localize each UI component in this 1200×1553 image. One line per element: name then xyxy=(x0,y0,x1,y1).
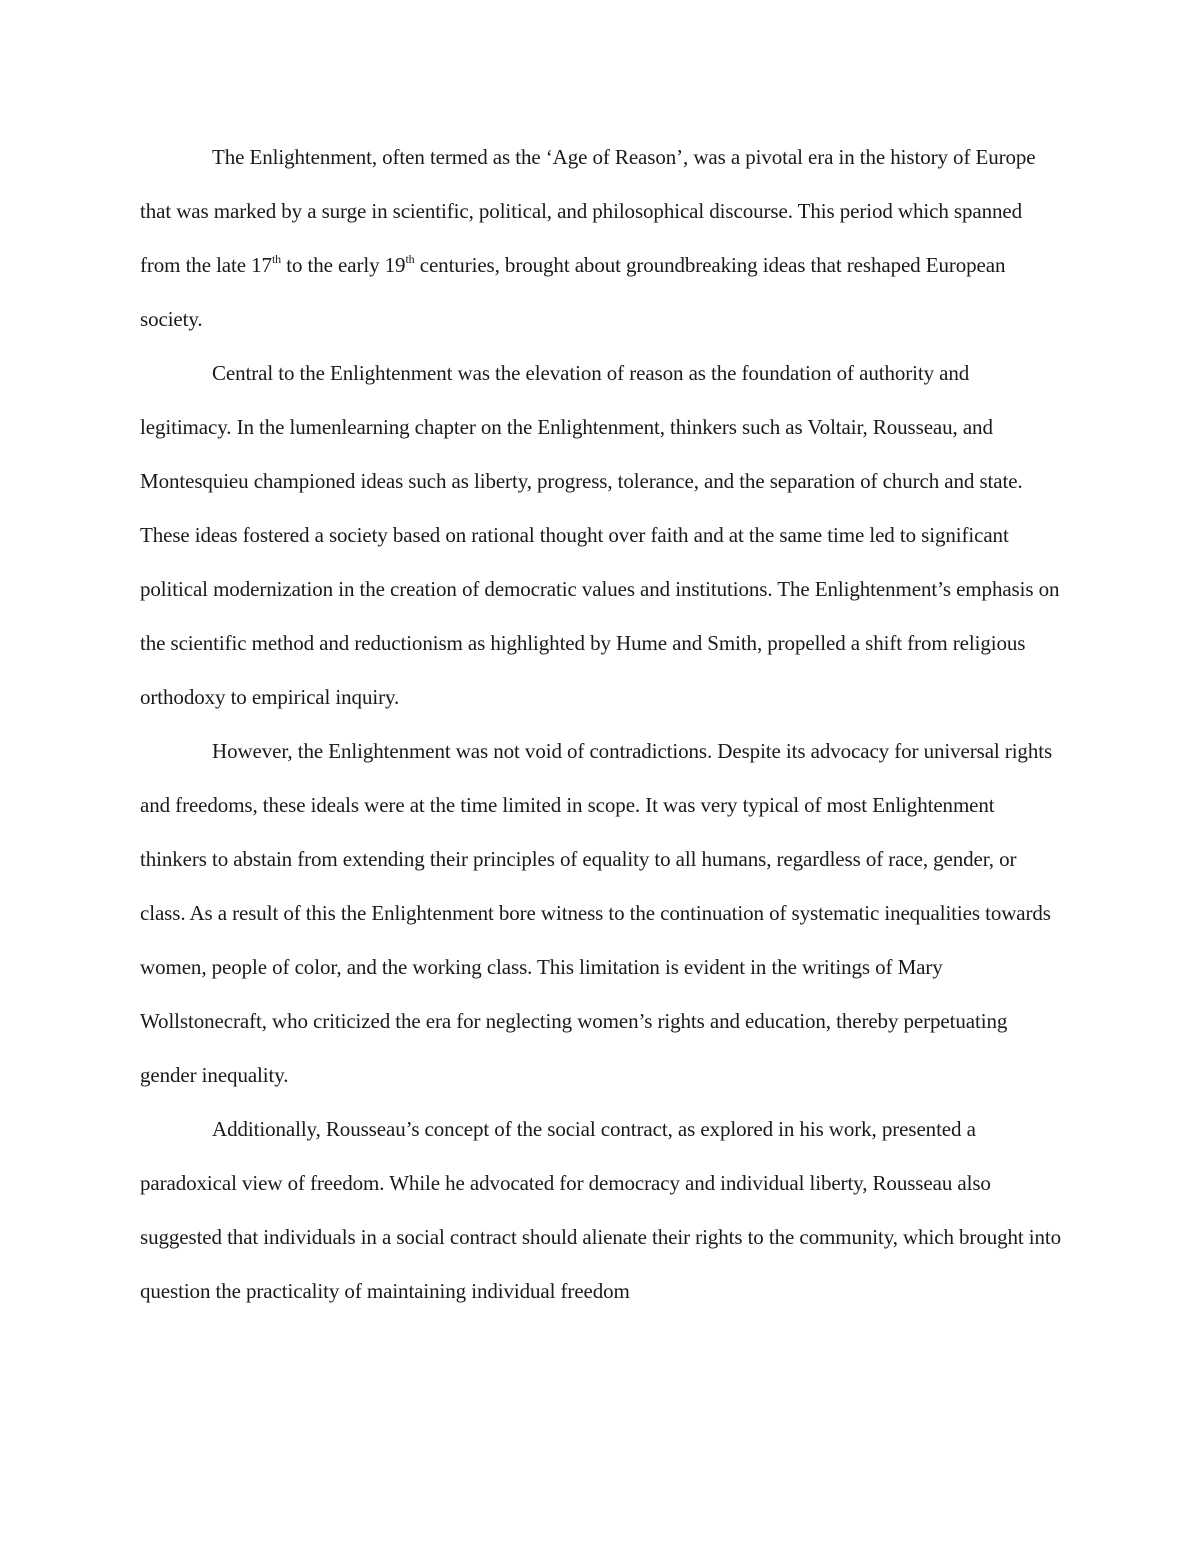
paragraph-text: The Enlightenment, often termed as the ‘Age of Reason’, was a pivotal era in the history of Europe that was marked by a surge in scientific, political, and philosophical discourse. This period which spanned from the late 17 xyxy=(140,145,1036,277)
paragraph xyxy=(140,346,1062,724)
paragraph-text: to the early 19 xyxy=(281,253,406,277)
paragraph-text: Additionally, Rousseau’s concept of the social contract, as explored in his work, presented a paradoxical view of freedom. While he advocated for democracy and individual liberty, Rousseau also suggested that individuals in a social contract should alienate their rights to the community, which brought into question the practicality of maintaining individual freedom xyxy=(140,1117,1062,1303)
document-body xyxy=(140,130,1062,1318)
paragraph xyxy=(140,724,1062,1102)
paragraph xyxy=(140,130,1062,346)
paragraph-text: centuries, brought about groundbreaking ideas that reshaped European society. xyxy=(140,253,1006,331)
ordinal-suffix: th xyxy=(271,252,282,266)
paragraph-text: However, the Enlightenment was not void of contradictions. Despite its advocacy for universal rights and freedoms, these ideals were at the time limited in scope. It was very typical of most Enlightenment thinkers to abstain from extending their principles of equality to all humans, regardless of race, gender, or class. As a result of this the Enlightenment bore witness to the continuation of systematic inequalities towards women, people of color, and the working class. This limitation is evident in the writings of Mary Wollstonecraft, who criticized the era for neglecting women’s rights and education, thereby perpetuating gender inequality. xyxy=(140,739,1053,1087)
paragraph xyxy=(140,1102,1062,1318)
ordinal-suffix: th xyxy=(405,252,415,266)
paragraph-text: Central to the Enlightenment was the elevation of reason as the foundation of authority and legitimacy. In the lumenlearning chapter on the Enlightenment, thinkers such as Voltair, Rousseau, and Montesquieu championed ideas such as liberty, progress, tolerance, and the separation of church and state. These ideas fostered a society based on rational thought over faith and at the same time led to significant political modernization in the creation of democratic values and institutions. The Enlightenment’s emphasis on the scientific method and reductionism as highlighted by Hume and Smith, propelled a shift from religious orthodoxy to empirical inquiry. xyxy=(140,361,1060,709)
